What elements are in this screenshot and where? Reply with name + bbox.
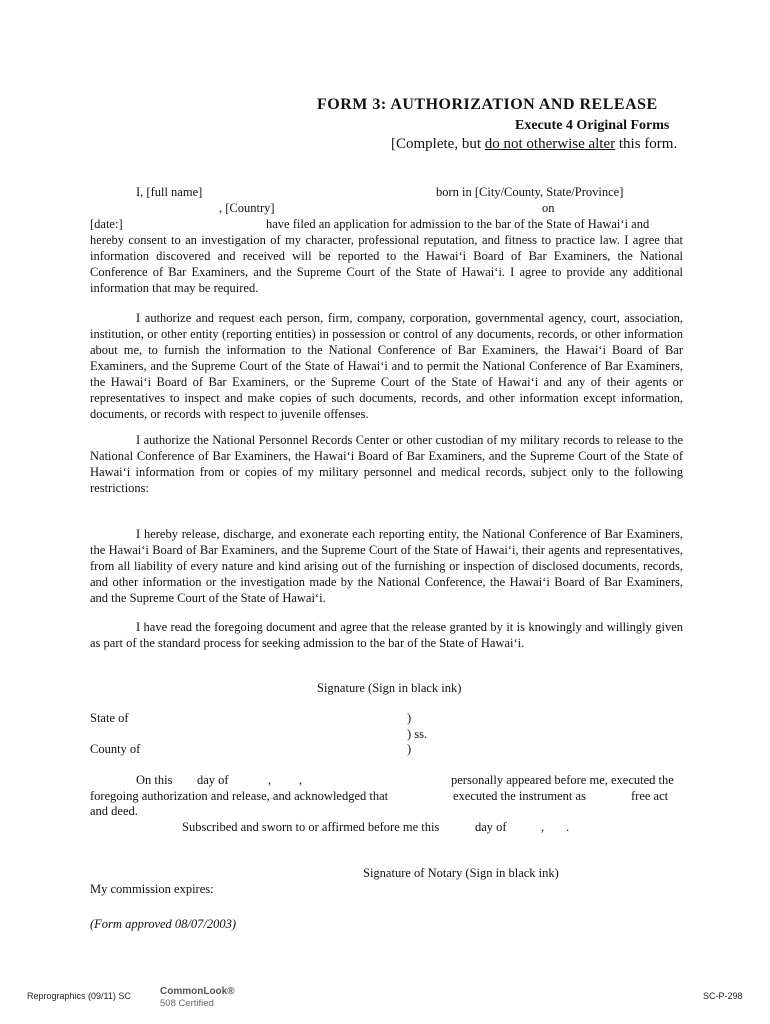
commonlook-logo: CommonLook® (160, 986, 235, 997)
commonlook-certified: 508 Certified (160, 998, 214, 1009)
date-label: [date:] (90, 217, 123, 231)
free-act-text: free act (631, 789, 669, 803)
footer-reprographics: Reprographics (09/11) SC (27, 991, 131, 1001)
form-approved-note: (Form approved 08/07/2003) (90, 917, 237, 931)
notary-comma-2: , (299, 773, 303, 787)
venue-ss: ) ss. (407, 727, 428, 741)
venue-paren-1: ) (407, 711, 412, 725)
notary-signature-label: Signature of Notary (Sign in black ink) (363, 866, 559, 880)
military-records-paragraph: I authorize the National Personnel Records Center or other custodian of my military records to release to the National Conference of Bar Examiners, the Hawaiʻi Board of Bar Examiners, and the Supreme Court of the State of Hawaiʻi information from or copies of my military personnel and medical records, subject only to the following restrictions: (90, 433, 683, 495)
instruction-suffix: this form. (615, 136, 678, 152)
county-of-label: County of (90, 742, 141, 756)
sworn-day-of-label: day of (475, 820, 507, 834)
commission-expires-label: My commission expires: (90, 882, 214, 896)
state-of-label: State of (90, 711, 129, 725)
signature-label: Signature (Sign in black ink) (317, 681, 462, 695)
consent-paragraph: hereby consent to an investigation of my character, professional reputation, and fitness to practice law. I agree that information discovered and received will be reported to the Hawaiʻi Board of Bar Examiners, the National Conference of Bar Examiners, and the Supreme Court of the State of Hawaiʻi. I agree to provide any additional information that may be required. (90, 233, 683, 295)
footer-form-code: SC-P-298 (703, 991, 743, 1001)
notary-comma-1: , (268, 773, 272, 787)
sworn-comma: , (541, 820, 545, 834)
and-deed-text: and deed. (90, 804, 138, 818)
authorization-paragraph: I authorize and request each person, firm, company, corporation, governmental agency, court, association, institution, or other entity (reporting entities) in possession or control of any documents, records, or other information about me, to furnish the information to the National Conference of Bar Examiners, the Hawaiʻi Board of Bar Examiners, and the Supreme Court of the State of Hawaiʻi and to permit the National Conference of Bar Examiners, the Hawaiʻi Board of Bar Examiners, or the Supreme Court of the State of Hawaiʻi and any of their agents or representatives to inspect and make copies of such documents, records, and other information except information, documents, or records with respect to juvenile offenses. (90, 311, 683, 421)
day-of-label: day of (197, 773, 229, 787)
sworn-text: Subscribed and sworn to or affirmed before me this (182, 820, 440, 834)
on-this-label: On this (136, 773, 173, 787)
form-subtitle: Execute 4 Original Forms (515, 118, 670, 133)
acknowledged-text: foregoing authorization and release, and acknowledged that (90, 789, 389, 803)
venue-paren-3: ) (407, 742, 412, 756)
on-label: on (542, 201, 555, 215)
application-line: have filed an application for admission to the bar of the State of Hawaiʻi and (266, 217, 650, 231)
country-label: , [Country] (219, 201, 275, 215)
instruction-prefix: [Complete, but (391, 136, 485, 152)
full-name-label: I, [full name] (136, 185, 203, 199)
form-title: FORM 3: AUTHORIZATION AND RELEASE (317, 96, 658, 113)
acknowledgment-paragraph: I have read the foregoing document and agree that the release granted by it is knowingly and willingly given as part of the standard process for seeking admission to the bar of the State of Hawaiʻi. (90, 620, 683, 650)
executed-instrument-text: executed the instrument as (453, 789, 586, 803)
birthplace-label: born in [City/County, State/Province] (436, 185, 624, 199)
sworn-period: . (566, 820, 570, 834)
appeared-text: personally appeared before me, executed the (451, 773, 674, 787)
form-instruction (391, 136, 677, 153)
release-paragraph: I hereby release, discharge, and exonerate each reporting entity, the National Conference of Bar Examiners, the Hawaiʻi Board of Bar Examiners, and the Supreme Court of the State of Hawaiʻi, their agents and representatives, from all liability of every nature and kind arising out of the furnishing or inspection of disclosed documents, records, and other information or the investigation made by the National Conference, the Hawaiʻi Board of Bar Examiners, and the Supreme Court of the State of Hawaiʻi. (90, 527, 683, 605)
instruction-emphasis: do not otherwise alter (484, 136, 616, 152)
